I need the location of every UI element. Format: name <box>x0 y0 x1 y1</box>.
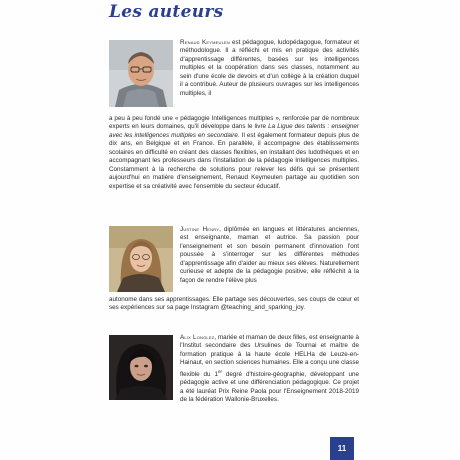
author-bio-renaud-intro <box>180 39 359 98</box>
author-photo-renaud <box>109 40 173 107</box>
author-bio-text: degré d'histoire-géographie, développant une pédagogie active et une différenciation pédagogique. Ce projet a été lauréat Prix Reine Paola pour l'Enseignement 2018-2019 de la fédération Wallonie-Bruxelles. <box>180 370 359 404</box>
page-number-badge: 11 <box>330 437 354 460</box>
author-bio-alix <box>180 334 359 405</box>
author-bio-text: . Il est également formateur depuis plus de dix ans, en Belgique et en France. En parallèle, il accompagne des établissements scolaires en difficulté en créant des classes flexibles, en installant des ludothèques et en accompagnant les professeurs dans l'installation de la pédagogie Intelligences multiples. Constamment à la recherche de solutions pour relever les défis qui se présentent aujourd'hui en matière d'enseignement, Renaud Keymeulen partage au quotidien son expertise et sa créativité avec l'ensemble du secteur éducatif. <box>109 131 359 190</box>
author-bio-justine-intro <box>180 226 359 285</box>
author-bio-renaud-continued <box>109 115 359 191</box>
author-bio-text: autonome dans ses apprentissages. Elle partage ses découvertes, ses coups de cœur et ses expériences sur sa page Instagram @teaching_and_sparking_joy. <box>109 296 359 312</box>
section-title: Les auteurs <box>109 2 224 22</box>
author-name: Renaud Keymeulen <box>180 39 230 46</box>
author-bio-text: a peu à peu fondé une « pédagogie Intelligences multiples », renforcée par de nombreux experts en leurs domaines, qu'il développe dans le livre <box>109 115 359 131</box>
author-bio-text: est pédagogue, ludopédagogue, formateur et méthodologue. Il a réfléchi et mis en pratique des activités d'apprentissage différentes, basées sur les intelligences multiples et la coopération dans ses classes, notamment au sein d'une école de devoirs et d'un collège à la création duquel il a contribué. Auteur de plusieurs ouvrages sur les intelligences multiples, il <box>180 39 359 97</box>
ordinal-suffix: er <box>217 368 222 374</box>
author-bio-text: , mariée et maman de deux filles, est enseignante à l'Institut secondaire des Ursulines de Tournai et maître de formation pratique à la haute école HELHa de Leuze-en-Hainaut, en section sciences humaines. Elle a conçu une classe flexible du 1 <box>180 334 359 378</box>
author-name: Justine Henry <box>180 226 220 233</box>
author-photo-justine <box>109 226 173 292</box>
author-bio-justine-continued <box>109 296 359 313</box>
author-bio-text: , diplômée en langues et littératures anciennes, est enseignante, maman et autrice. Sa passion pour l'enseignement et son besoin permanent d'innovation l'ont poussée à s'interroger sur les différentes méthodes d'apprentissage afin d'aider au mieux ses élèves. Naturellement curieuse et adepte de la pédagogie positive, elle réfléchit à la façon de rendre l'élève plus <box>180 226 359 284</box>
book-title: La Ligue des talents : enseigner avec les intelligences multiples en secondaire <box>109 123 359 139</box>
author-photo-alix <box>109 335 173 400</box>
author-name: Alix Longlez <box>180 334 215 341</box>
